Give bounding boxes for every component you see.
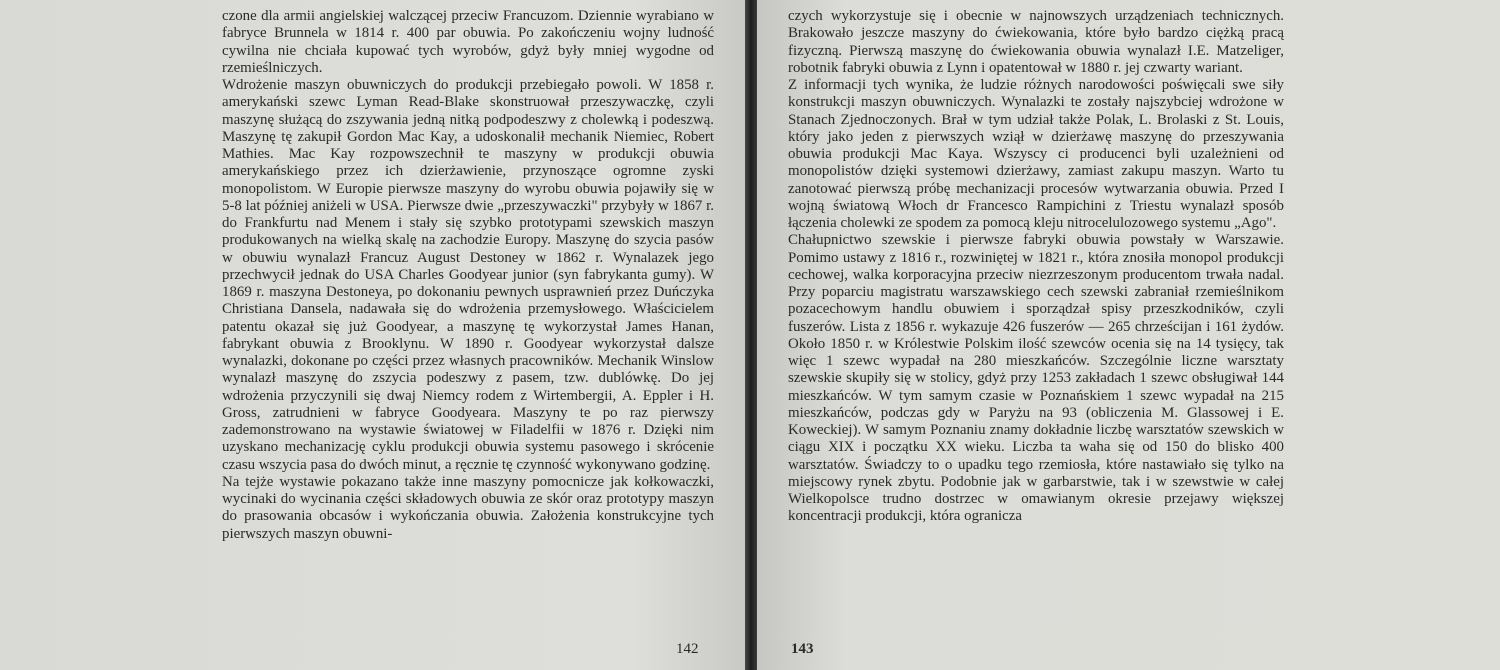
left-page-body <box>222 8 714 543</box>
paragraph: Chałupnictwo szewskie i pierwsze fabryki obuwia powstały w Warszawie. Pomimo ustawy z 1816 r., rozwiniętej w 1821 r., która znosiła monopol produkcji cechowej, walka korporacyjna przeciw niezrzeszonym producentom trwała nadal. Przy poparciu magistratu warszawskiego cech szewski zabraniał rzemieślnikom pozacechowym handlu obuwiem i sporządzał spisy przeszkodników, czyli fuszerów. Lista z 1856 r. wykazuje 426 fuszerów — 265 chrześcijan i 161 żydów. Około 1850 r. w Królestwie Polskim ilość szewców ocenia się na 14 tysięcy, tak więc 1 szewc wypadał na 280 mieszkańców. Szczególnie liczne warsztaty szewskie skupiły się w stolicy, gdyż przy 1253 zakładach 1 szewc obsługiwał 144 mieszkańców. W tym samym czasie w Poznańskiem 1 szewc wypadał na 215 mieszkańców, podczas gdy w Paryżu na 93 (obliczenia M. Glassowej i E. Koweckiej). W samym Poznaniu znamy dokładnie liczbę warsztatów szewskich w ciągu XIX i początku XX wieku. Liczba ta waha się od 150 do blisko 400 warsztatów. Świadczy to o upadku tego rzemiosła, które nastawiało się tylko na miejscowy rynek zbytu. Podobnie jak w garbarstwie, tak i w szewstwie w całej Wielkopolsce trudno dostrzec w omawianym okresie przejawy większej koncentracji produkcji, która ogranicza <box>788 232 1284 525</box>
right-page-body <box>788 8 1284 526</box>
right-page <box>757 0 1500 670</box>
book-gutter <box>745 0 757 670</box>
paragraph: czych wykorzystuje się i obecnie w najnowszych urządzeniach technicznych. Brakowało jeszcze maszyny do ćwiekowania, które było bardzo ciężką pracą fizyczną. Pierwszą maszynę do ćwiekowania obuwia wynalazł I.E. Matzeliger, robotnik fabryki obuwia z Lynn i opatentował w 1880 r. jej czwarty wariant. <box>788 8 1284 76</box>
page-number: 143 <box>791 641 814 657</box>
page-number: 142 <box>676 641 699 657</box>
left-page <box>0 0 745 670</box>
paragraph: Na tejże wystawie pokazano także inne maszyny pomocnicze jak kołkowaczki, wycinaki do wycinania części składowych obuwia ze skór oraz prototypy maszyn do prasowania obcasów i wykończania obuwia. Założenia konstrukcyjne tych pierwszych maszyn obuwni- <box>222 473 714 542</box>
paragraph: Wdrożenie maszyn obuwniczych do produkcji przebiegało powoli. W 1858 r. amerykański szewc Lyman Read-Blake skonstruował przeszywaczkę, czyli maszynę służącą do zszywania jedną nitką podpodeszwy z cholewką i podeszwą. Maszynę tę zakupił Gordon Mac Kay, a udoskonalił mechanik Niemiec, Robert Mathies. Mac Kay rozpowszechnił te maszyny w produkcji obuwia amerykańskiego przez ich dzierżawienie, przynoszące ogromne zyski monopolistom. W Europie pierwsze maszyny do wyrobu obuwia pojawiły się w 5-8 lat później aniżeli w USA. Pierwsze dwie „przeszywaczki" przybyły w 1867 r. do Frankfurtu nad Menem i stały się szybko prototypami szewskich maszyn produkowanych na wielką skalę na zachodzie Europy. Maszynę do szycia pasów w obuwiu wynalazł Francuz August Destoney w 1862 r. Wynalazek jego przechwycił jednak do USA Charles Goodyear junior (syn fabrykanta gumy). W 1869 r. maszyna Destoneya, po dokonaniu pewnych usprawnień przez Duńczyka Christiana Dansela, nadawała się do wdrożenia przemysłowego. Właścicielem patentu okazał się już Goodyear, a maszynę tę wykorzystał James Hanan, fabrykant obuwia z Brooklynu. W 1890 r. Goodyear wykorzystał dalsze wynalazki, dokonane po części przez własnych pracowników. Mechanik Winslow wynalazł maszynę do zszycia podeszwy z pasem, tzw. dublówkę. Do jej wdrożenia przyczynili się dwaj Niemcy rodem z Wirtembergii, A. Eppler i H. Gross, zatrudnieni w fabryce Goodyeara. Maszyny te po raz pierwszy zademonstrowano na wystawie światowej w Filadelfii w 1876 r. Dzięki nim uzyskano mechanizację cyklu produkcji obuwia systemu pasowego i skrócenie czasu wszycia pasa do dwóch minut, a ręcznie tę czynność wykonywano godzinę. <box>222 77 714 473</box>
paragraph: czone dla armii angielskiej walczącej przeciw Francuzom. Dziennie wyrabiano w fabryce Brunnela w 1814 r. 400 par obuwia. Po zakończeniu wojny ludność cywilna nie chciała kupować tych wyrobów, gdyż były mniej wygodne od rzemieślniczych. <box>222 8 714 76</box>
paragraph: Z informacji tych wynika, że ludzie różnych narodowości poświęcali swe siły konstrukcji maszyn obuwniczych. Wynalazki te zostały najszybciej wdrożone w Stanach Zjednoczonych. Brał w tym udział także Polak, L. Brolaski z St. Louis, który jako jeden z pierwszych wziął w dzierżawę maszynę do przeszywania obuwia produkcji Mac Kaya. Wszyscy ci producenci byli uzależnieni od monopolistów dzięki systemowi dzierżawy, zamiast zakupu maszyn. Warto tu zanotować pierwszą próbę mechanizacji procesów wytwarzania obuwia. Przed I wojną światową Włoch dr Francesco Rampichini z Triestu wynalazł sposób łączenia cholewki ze spodem za pomocą kleju nitrocelulozowego systemu „Ago". <box>788 77 1284 231</box>
